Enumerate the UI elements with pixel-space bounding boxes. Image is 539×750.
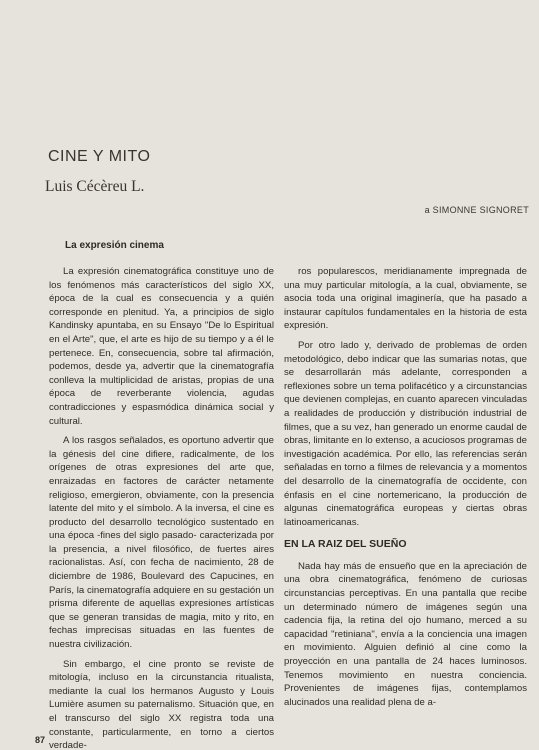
article-author: Luis Cécèreu L.: [45, 178, 145, 195]
paragraph: Por otro lado y, derivado de problemas de orden metodológico, debo indicar que las sumarias notas, que se desarrollarán más adelante, corresponden a reflexiones sobre un tema polifacético y a circunstancias que devienen complejas, en cuanto aparecen vinculadas a realidades de producción y distribución industrial de filmes, que a su vez, han generado un enorme caudal de obras, limitante en lo extenso, a acuciosos programas de investigación académica. Por ello, las referencias serán señaladas en torno a filmes de relevancia y a momentos del desarrollo de la cinematografía de occidente, con énfasis en el cine nortemericano, la producción de algunas cinematográfica europeas y ciertas obras latinoamericanas.: [284, 339, 527, 528]
page-number: 87: [35, 735, 46, 745]
article-dedication: a SIMONNE SIGNORET: [424, 205, 529, 215]
section-heading-la-expresion-cinema: La expresión cinema: [65, 240, 164, 251]
section-heading-en-la-raiz-del-sueno: EN LA RAIZ DEL SUEÑO: [284, 538, 407, 551]
left-column: [49, 265, 274, 750]
article-title: CINE Y MITO: [48, 148, 151, 165]
paragraph: ros popularescos, meridianamente impregnada de una muy particular mitología, a la cual, obviamente, se asocia toda una original imaginería, que ha pasado a instaurar capítulos fundamentales en la historia de esta expresión.: [284, 266, 527, 332]
paragraph: Sin embargo, el cine pronto se reviste de mitología, incluso en la circunstancia ritualista, mediante la cual los hermanos Augusto y Louis Lumière asumen su paternalismo. Situación que, en el transcurso del siglo XX registra toda una constante, particularmente, en torno a ciertos verdade-: [49, 658, 274, 750]
paragraph: La expresión cinematográfica constituye uno de los fenómenos más característicos del siglo XX, época de la cual es consecuencia y a quién corresponde en plenitud. Ya, a principios de siglo Kandinsky apuntaba, en su Ensayo "De lo Espiritual en el Arte", que, el arte es hijo de su tiempo y a él le pertenece. En, consecuencia, sobre tal afirmación, podemos, desde ya, advertir que la cinematografía conlleva la multiplicidad de aristas, propias de una época de reverberante violencia, agudas contradicciones y espasmódica dinámica social y cultural.: [49, 266, 274, 427]
paragraph: Nada hay más de ensueño que en la apreciación de una obra cinematográfica, fenómeno de curiosas circunstancias perceptivas. En una pantalla que recibe un determinado número de imágenes según una cadencia fija, la retina del ojo humano, merced a su capacidad "retiniana", envía a la conciencia una imagen en movimiento. Alguien definió al cine como la proyección en una pantalla de 24 haces luminosos. Tenemos movimiento en nuestra conciencia. Provenientes de imágenes fijas, contemplamos alucinados una realidad plena de a-: [284, 560, 527, 708]
right-column: [284, 265, 527, 715]
paragraph: A los rasgos señalados, es oportuno advertir que la génesis del cine difiere, radicalmente, de los orígenes de otras expresiones del arte que, enraizadas en factores de carácter netamente religioso, emergieron, obviamente, con la presencia latente del mito y el símbolo. A la inversa, el cine es producto del desarrollo tecnológico sustentado en una época -fines del siglo pasado- caracterizada por la presencia, a nivel filosófico, de fuertes aires racionalistas. Así, con fecha de nacimiento, 28 de diciembre de 1986, Boulevard des Capucines, en París, la cinematografía adquiere en su gestación un prisma diferente de aquellas expresiones artísticas que se generan transidas de magia, mito y rito, en fechas imprecisas situadas en las fuentes de nuestra civilización.: [49, 435, 274, 651]
